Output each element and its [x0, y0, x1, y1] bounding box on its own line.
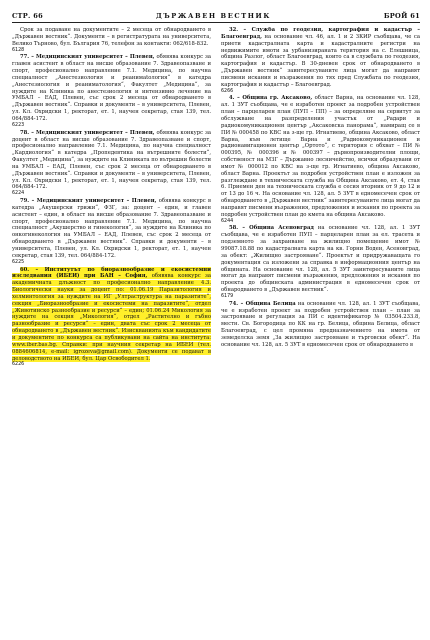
right-column — [221, 27, 420, 639]
left-column — [12, 27, 211, 639]
notice-heading: 4. – Община гр. Аксаково, — [229, 95, 313, 102]
notice-body: област Варна, на основание чл. 128, ал. 1 ЗУТ съобщава, че е изработен проект за подробен устройствен план – парцеларен план (ПУП – ПП) – за определяне на сервитут за обслужване на разпределения участък от „Радари и радиокомуникационен център „Аксаковска панорама“, намиращ се в ПИ № 000458 по КВС на з-ще гр. Игнатиево, община Аксаково, област Варна, към летище Варна и „Радиокомуникационен и радионавигационен център „Ортото“, с територия с обхват – ПИ № 000395, № 000396 и № 000397 – дървопроизводителни площи, собственост на МЗГ – Държавно лесничейство, всички образувани от имот № 000012 по КВС на з-ще гр. Игнатиево, община Аксаково, област Варна. Проектът за подробен устройствен план е изложен за разглеждане в техническата служба на Община Аксаково, ет. 4, стая 6. Приемен ден на техническата служба е сесия вторник от 9 до 12 и от 13 до 16 ч. На основание чл. 128, ал. 5 ЗУТ в едномесечен срок от обнародването в „Държавен вестник“ заинтересуваните лица могат да направят писмени възражения, предложения и искания по проекта за подробен устройствен план до кмета на община Аксаково. — [221, 95, 420, 218]
notice-body: Срок за подаване на документите – 2 месеца от обнародването в „Държавен вестник“. Документи – в регистратурата на университета, Велико Търново, бул. България 76, телефон за контакти: 062/618-832. — [12, 27, 211, 47]
notice-paragraph — [221, 27, 420, 89]
notice-paragraph — [221, 95, 420, 218]
notice-number: 6244 — [221, 218, 234, 224]
notice-body: обявява конкурс за академичната длъжност по професионално направление 4.3. Биологически науки за доцент по: 01.06.19 Паразитология и хелминтология за нуждите на ИГ „Ултраструктура на паразитите“, секция „Биоразнообразие и екосистеми на паразитите“, отдел „Животинско разнообразие и ресурси“ – един; 01.06.24 Микология за нуждите на секция „Микология“, отдел „Растително и гъбно разнообразие и ресурси“ – един, двата със срок 2 месеца от обнародването в „Държавен вестник“. Изискванията към кандидатите и документите по конкурса са публикувани на сайта на института: www.iber.bas.bg. Справки: при научния секретар на ИБЕИ (тел. 0884606814, e-mail: igrozeva@gmail.com). Документи се подават в деловодството на ИБЕИ, бул. Цар Освободител 1. — [12, 273, 211, 362]
notice-number: 6225 — [12, 259, 25, 265]
notice-body: на основание чл. 128, ал. 1 ЗУТ съобщава, че е изработен проект за подробен устройствен план – план за застрояване и регулация за ПИ с идентификатор № 03504.233.8, местн. Св. Богородица по КК на гр. Белица, община Белица, област Благоевград, с цел промяна предназначението на имота от земеделска земя „За жилищно застрояване и търговски обект“. На основание чл. 128, ал. 5 ЗУТ в едномесечен срок от обнародването в — [221, 300, 420, 348]
page-header — [12, 8, 420, 23]
notice-heading: 60. – Институтът по биоразнообразие и екосистемни изследвания (ИБЕИ) при БАН – София, — [12, 266, 211, 280]
notice-body: обявява конкурс за главен асистент в област на висше образование 7. Здравеопазване и спорт, професионално направление 7.1. Медицина, по научна специалност „Анестезиология и реанимatология“ в катедра „Анестезиология и реаниматология“, Факултет „Медицина“, за нуждите на Клиника по анестезиология и интензивно лечение на УМБАЛ – ЕАД, Плевен, със срок 2 месеца от обнародването в „Държавен вестник“. Справки и документи – в университета, Плевен, ул. Кл. Охридски 1, ректорат, ет. 1, научен секретар, стая 139, тел. 064/884-172. — [12, 54, 211, 122]
publication-title: ДЪРЖАВЕН ВЕСТНИК — [155, 12, 271, 20]
notice-paragraph — [12, 27, 211, 48]
notice-paragraph — [12, 198, 211, 260]
notice-paragraph — [221, 301, 420, 349]
notice-heading: 78. – Медицинският университет – Плевен, — [20, 129, 155, 136]
notice-body: на основание чл. 46, ал. 1 и 2 ЗКИР съобщава, че са приети кадастралната карта и кадастралните регистри на недвижимите имоти за урбанизираната територия на с. Елешница, община Разлог, област Благоевград, които са в службата по геодезия, картография и кадастър. В 30-дневен срок от обнародването в „Държавен вестник“ заинтересуваните лица могат да направят писмени искания и възражения по тях пред Службата по геодезия, картография и кадастър – Благоевград. — [221, 33, 420, 88]
notice-body: обявява конкурс за доцент в област на висше образование 7. Здравеопазване и спорт, професионално направление 7.1. Медицина, по научна специалност „Кардиология“ в катедра „Пропедевтика на вътрешните болести“, Факултет „Медицина“, за нуждите на Клиниката по вътрешни болести на УМБАЛ – ЕАД, Плевен, със срок 2 месеца от обнародването в „Държавен вестник“. Справки и документи – в университета, Плевен, ул. Кл. Охридски 1, ректорат, ет. 1, научен секретар, стая 139, тел. 064/884-172. — [12, 129, 211, 191]
notice-heading: 74. – Община Белица — [229, 300, 296, 307]
notice-paragraph — [12, 130, 211, 192]
notice-paragraph — [221, 225, 420, 293]
notice-heading: 58. – Община Асеновград — [229, 225, 314, 232]
notice-number: 6224 — [12, 191, 25, 197]
notice-number: 6266 — [221, 88, 234, 94]
notice-heading: 77. – Медицинският университет – Плевен, — [20, 54, 155, 61]
notice-paragraph — [12, 54, 211, 122]
notice-body: обявява конкурс в катедра „Акушерски грижи“, ФЗГ, за: доцент – един, и главен асистент – един, в област на висше образование 7. Здравеопазване и спорт, професионално направление 7.1. Медицина, по научна специалност „Акушерство и гинекология“, за нуждите на Клиника по онкогинекология на УМБАЛ – ЕАД, Плевен, със срок 2 месеца от обнародването в „Държавен вестник“. Справки и документи – в университета, Плевен, ул. Кл. Охридски 1, ректорат, ет. 1, научен секретар, стая 139, тел. 064/884-172. — [12, 198, 211, 259]
notice-heading: 32. – Служба по геодезия, картография и кадастър – Благоевград, — [221, 27, 420, 40]
notice-heading: 79. – Медицинският университет – Плевен, — [20, 198, 157, 205]
notice-body: на основание чл. 128, ал. 1 ЗУТ съобщава, че е изработен ПУП – парцеларен план за ел. трасета и подземното за захранване на жилищно помещение имот № 99087.18.88 по кадастралната карта на кв. Горни Воден, Асеновград, за обект: „Жилищно застрояване“. Проектът и придружаващата го документация са изложени за справка в информационния център на общината. На основание чл. 128, ал. 5 ЗУТ заинтересуваните лица могат да направят писмени възражения, предложения и искания по проекта до общинската администрация в едномесечен срок от обнародването в „Държавен вестник“. — [221, 225, 420, 294]
notice-number: 6179 — [221, 293, 234, 299]
page-number: СТР. 66 — [12, 12, 43, 20]
issue-number: БРОЙ 61 — [383, 12, 420, 20]
notice-number: 6223 — [12, 122, 25, 128]
notice-number: 6128 — [12, 47, 25, 53]
notice-paragraph — [12, 267, 211, 363]
text-columns — [12, 27, 420, 639]
notice-number: 6226 — [12, 362, 25, 368]
